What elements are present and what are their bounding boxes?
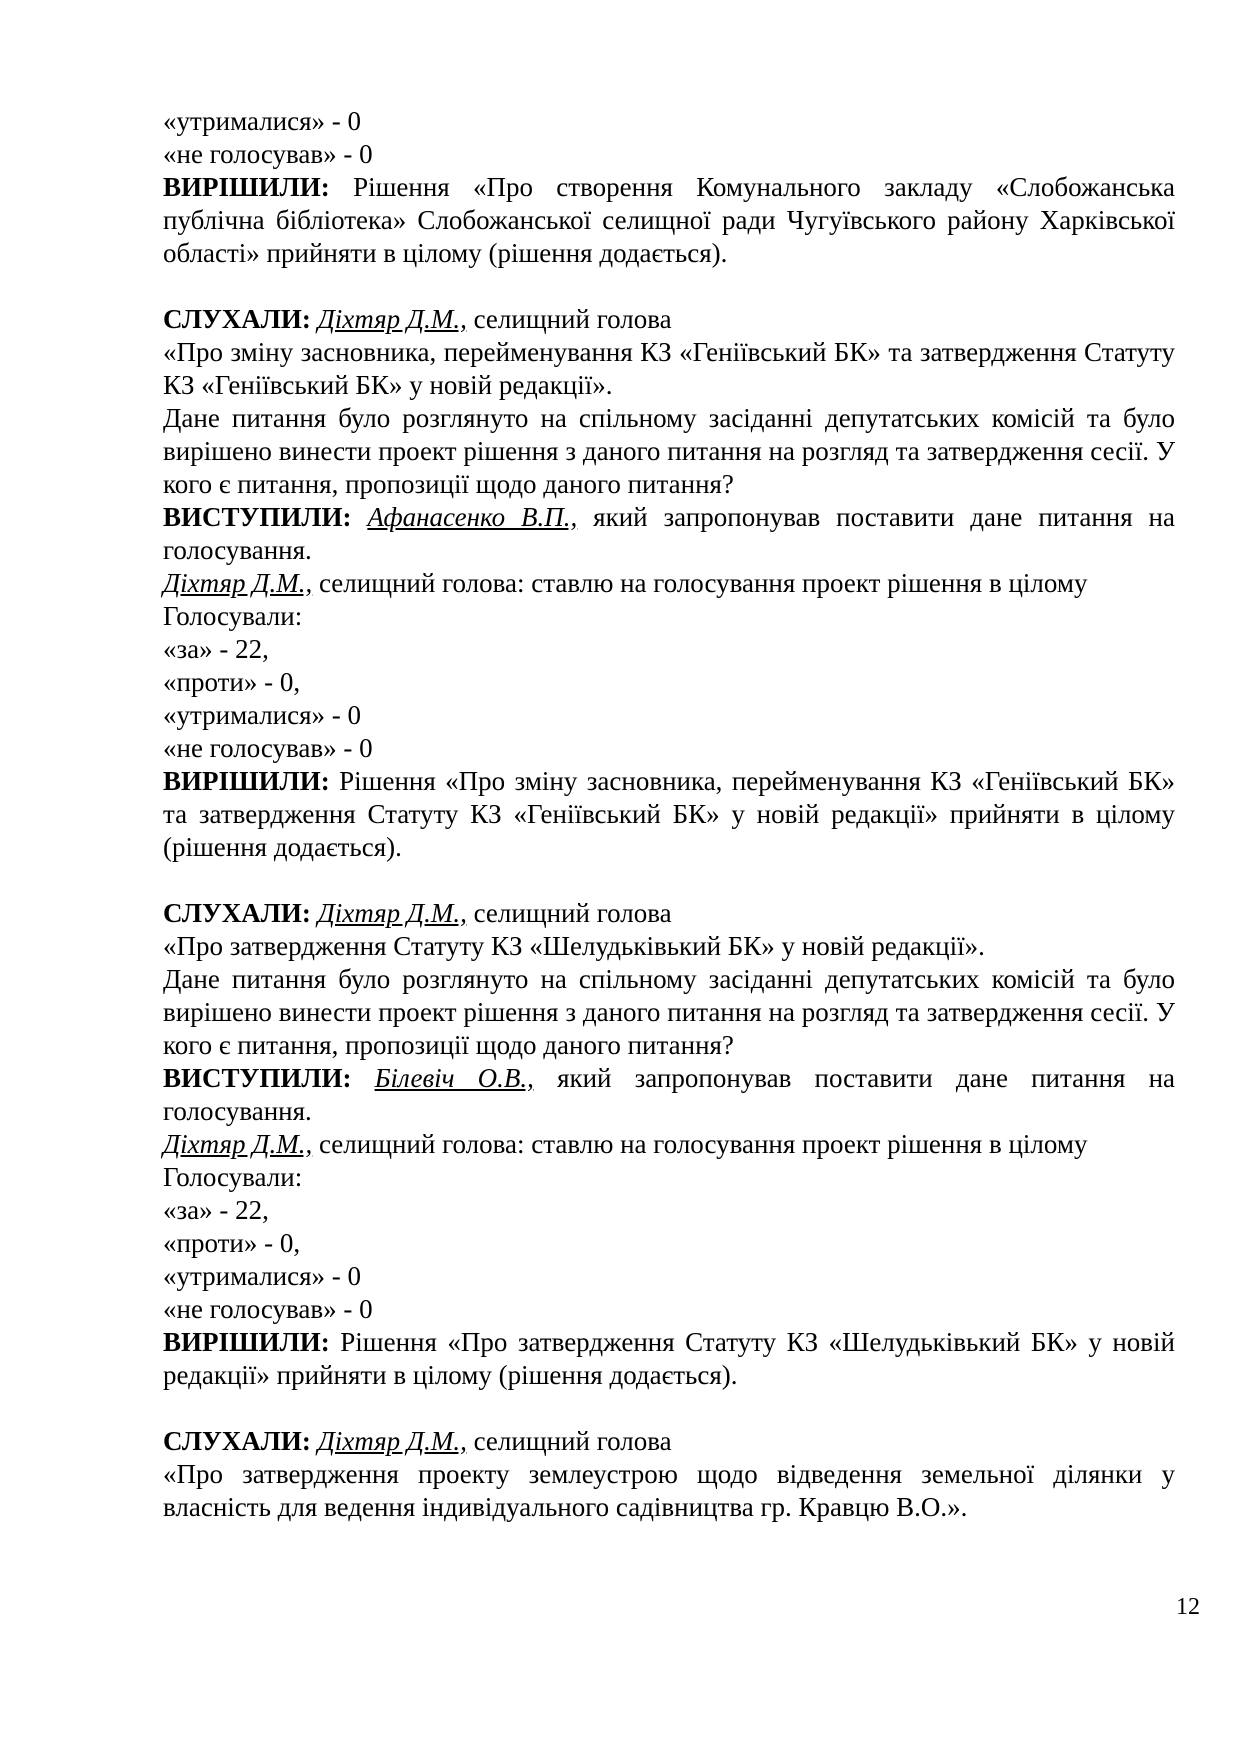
- vote-not-voted: «не голосував» - 0: [163, 733, 373, 763]
- speaker-role: селищний голова: [466, 304, 672, 334]
- heard-label: СЛУХАЛИ:: [163, 304, 311, 334]
- decision-text: Рішення «Про затвердження Статуту КЗ «Шелудьківький БК» у новій редакції» прийняти в цілому (рішення додається).: [163, 1327, 1175, 1390]
- heard-label: СЛУХАЛИ:: [163, 898, 311, 928]
- minutes-content: [163, 105, 1175, 1524]
- spoke-person: Білевіч О.В.,: [374, 1063, 534, 1093]
- chair-text: селищний голова: ставлю на голосування проект рішення в цілому: [312, 1129, 1088, 1159]
- spoke-text: який запропонував поставити дане питання на голосування.: [163, 502, 1175, 565]
- heard-line: [163, 897, 1175, 930]
- spoke-paragraph: [163, 501, 1175, 567]
- voted-label: Голосували:: [163, 1162, 303, 1192]
- voted-label: Голосували:: [163, 601, 303, 631]
- decided-label: ВИРІШИЛИ:: [163, 1327, 330, 1357]
- section-gap: [163, 270, 1175, 303]
- chair-person: Діхтяр Д.М.,: [163, 568, 313, 598]
- spoke-person: Афанасенко В.П.,: [367, 502, 578, 532]
- spoke-paragraph: [163, 1062, 1175, 1128]
- speaker-name: Діхтяр Д.М.,: [317, 898, 467, 928]
- section-gap: [163, 864, 1175, 897]
- decided-label: ВИРІШИЛИ:: [163, 172, 330, 202]
- vote-against: «проти» - 0,: [163, 1228, 301, 1258]
- speaker-name: Діхтяр Д.М.,: [317, 304, 467, 334]
- chair-person: Діхтяр Д.М.,: [163, 1129, 313, 1159]
- vote-against: «проти» - 0,: [163, 667, 301, 697]
- decision-paragraph: [163, 171, 1175, 270]
- vote-not-voted: «не голосував» - 0: [163, 139, 373, 169]
- spoke-label: ВИСТУПИЛИ:: [163, 1063, 352, 1093]
- page-number: 12: [1176, 1594, 1200, 1620]
- spoke-text: який запропонував поставити дане питання на голосування.: [163, 1063, 1176, 1126]
- decided-label: ВИРІШИЛИ:: [163, 766, 330, 796]
- heard-line: [163, 303, 1175, 336]
- speaker-role: селищний голова: [466, 1426, 672, 1456]
- chair-line: [163, 1128, 1175, 1161]
- vote-abstained: «утрималися» - 0: [163, 106, 362, 136]
- speaker-role: селищний голова: [466, 898, 672, 928]
- chair-text: селищний голова: ставлю на голосування проект рішення в цілому: [312, 568, 1088, 598]
- chair-line: [163, 567, 1175, 600]
- agenda-topic: «Про затвердження Статуту КЗ «Шелудьківький БК» у новій редакції».: [163, 931, 985, 961]
- speaker-name: Діхтяр Д.М.,: [317, 1426, 467, 1456]
- section-gap: [163, 1392, 1175, 1425]
- heard-label: СЛУХАЛИ:: [163, 1426, 311, 1456]
- decision-text: Рішення «Про створення Комунального закладу «Слобожанська публічна бібліотека» Слобожанської селищної ради Чугуївського району Харківської області» прийняти в цілому (рішення додається).: [163, 172, 1175, 268]
- vote-for: «за» - 22,: [163, 634, 269, 664]
- decision-text: Рішення «Про зміну засновника, перейменування КЗ «Геніївський БК» та затвердження Статуту КЗ «Геніївський БК» у новій редакції» прийняти в цілому (рішення додається).: [163, 766, 1175, 862]
- discussion-text: Дане питання було розглянуто на спільному засіданні депутатських комісій та було вирішено винести проект рішення з даного питання на розгляд та затвердження сесії. У кого є питання, пропозиції щодо даного питання?: [163, 964, 1175, 1060]
- vote-abstained: «утрималися» - 0: [163, 700, 362, 730]
- heard-line: [163, 1425, 1175, 1458]
- agenda-topic: «Про зміну засновника, перейменування КЗ «Геніївський БК» та затвердження Статуту КЗ «Геніївський БК» у новій редакції».: [163, 337, 1175, 400]
- decision-paragraph: [163, 765, 1175, 864]
- discussion-text: Дане питання було розглянуто на спільному засіданні депутатських комісій та було вирішено винести проект рішення з даного питання на розгляд та затвердження сесії. У кого є питання, пропозиції щодо даного питання?: [163, 403, 1175, 499]
- agenda-topic: «Про затвердження проекту землеустрою щодо відведення земельної ділянки у власність для ведення індивідуального садівництва гр. Кравцю В.О.».: [163, 1459, 1175, 1522]
- spoke-label: ВИСТУПИЛИ:: [163, 502, 352, 532]
- vote-for: «за» - 22,: [163, 1195, 269, 1225]
- decision-paragraph: [163, 1326, 1175, 1392]
- vote-abstained: «утрималися» - 0: [163, 1261, 362, 1291]
- vote-not-voted: «не голосував» - 0: [163, 1294, 373, 1324]
